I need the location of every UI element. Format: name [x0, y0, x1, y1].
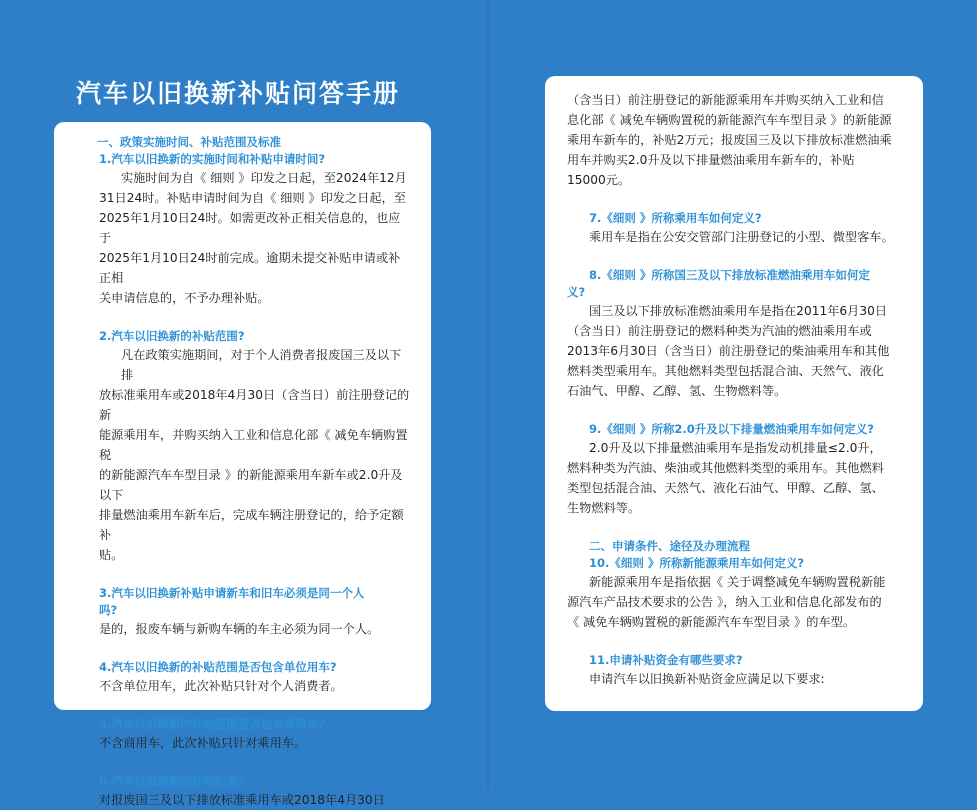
answer-8-line: 2013年6月30日（含当日）前注册登记的柴油乘用车和其他	[567, 344, 890, 358]
right-page-card	[545, 76, 923, 711]
answer-6-cont-line: 息化部《 减免车辆购置税的新能源汽车车型目录 》的新能源	[567, 113, 892, 127]
answer-9-line: 生物燃料等。	[567, 501, 641, 515]
answer-8-line: 石油气、甲醇、乙醇、氢、生物燃料等。	[567, 384, 787, 398]
question-2: 2.汽车以旧换新的补贴范围?	[99, 329, 245, 343]
question-8-cont: 义?	[567, 285, 586, 299]
answer-2-line: 能源乘用车，并购买纳入工业和信息化部《 减免车辆购置税	[99, 428, 408, 462]
question-9: 9.《细则 》所称2.0升及以下排量燃油乘用车如何定义?	[589, 422, 874, 436]
answer-6: 对报废国三及以下排放标准乘用车或2018年4月30日	[99, 793, 385, 807]
answer-6-cont-line: 用车并购买2.0升及以下排量燃油乘用车新车的，补贴	[567, 153, 855, 167]
question-4: 4.汽车以旧换新的补贴范围是否包含单位用车?	[99, 660, 337, 674]
answer-1-line: 2025年1月10日24时。如需更改补正相关信息的，也应于	[99, 211, 401, 245]
question-5: 5.汽车以旧换新的补贴范围是否包含商用车?	[99, 717, 326, 731]
question-6: 6.汽车以旧换新的补贴标准?	[99, 774, 245, 788]
section-heading-1: 一、政策实施时间、补贴范围及标准	[97, 135, 281, 149]
question-11: 11.申请补贴资金有哪些要求?	[589, 653, 743, 667]
answer-11: 申请汽车以旧换新补贴资金应满足以下要求:	[589, 672, 825, 686]
answer-2-line: 凡在政策实施期间，对于个人消费者报废国三及以下排	[121, 348, 402, 382]
answer-10-line: 《 减免车辆购置税的新能源汽车车型目录 》的车型。	[567, 615, 856, 629]
answer-9-line: 2.0升及以下排量燃油乘用车是指发动机排量≤2.0升，	[589, 441, 882, 455]
answer-1-line: 实施时间为自《 细则 》印发之日起，至2024年12月	[121, 171, 407, 185]
page-spine	[487, 0, 489, 789]
answer-1-line: 31日24时。补贴申请时间为自《 细则 》印发之日起，至	[99, 191, 406, 205]
answer-2-line: 放标准乘用车或2018年4月30日（含当日）前注册登记的新	[99, 388, 410, 422]
question-3-cont: 吗?	[99, 603, 118, 617]
answer-7: 乘用车是指在公安交管部门注册登记的小型、微型客车。	[589, 230, 894, 244]
question-8: 8.《细则 》所称国三及以下排放标准燃油乘用车如何定	[589, 268, 870, 282]
question-10: 10.《细则 》所称新能源乘用车如何定义?	[589, 556, 805, 570]
answer-8-line: 国三及以下排放标准燃油乘用车是指在2011年6月30日	[589, 304, 888, 318]
left-page-card	[54, 122, 431, 807]
answer-6-cont-line: （含当日）前注册登记的新能源乘用车并购买纳入工业和信	[567, 93, 884, 107]
question-1: 1.汽车以旧换新的实施时间和补贴申请时间?	[99, 152, 326, 166]
answer-6-cont-line: 15000元。	[567, 173, 631, 187]
answer-2-line: 排量燃油乘用车新车后，完成车辆注册登记的，给予定额补	[99, 508, 404, 542]
question-7: 7.《细则 》所称乘用车如何定义?	[589, 211, 762, 225]
answer-8-line: 燃料类型乘用车。其他燃料类型包括混合油、天然气、液化	[567, 364, 884, 378]
answer-8-line: （含当日）前注册登记的燃料种类为汽油的燃油乘用车或	[567, 324, 872, 338]
answer-3: 是的，报废车辆与新购车辆的车主必须为同一个人。	[99, 622, 380, 636]
page-title: 汽车以旧换新补贴问答手册	[76, 79, 401, 108]
answer-10-line: 新能源乘用车是指依据《 关于调整减免车辆购置税新能	[589, 575, 886, 589]
answer-9-line: 类型包括混合油、天然气、液化石油气、甲醇、乙醇、氢、	[567, 481, 884, 495]
answer-10-line: 源汽车产品技术要求的公告 》，纳入工业和信息化部发布的	[567, 595, 882, 609]
section-heading-2: 二、申请条件、途径及办理流程	[589, 539, 750, 553]
answer-5: 不含商用车，此次补贴只针对乘用车。	[99, 736, 307, 750]
answer-4: 不含单位用车，此次补贴只针对个人消费者。	[99, 679, 343, 693]
answer-6-cont-line: 乘用车新车的，补贴2万元；报废国三及以下排放标准燃油乘	[567, 133, 892, 147]
answer-2-line: 贴。	[99, 548, 124, 562]
answer-9-line: 燃料种类为汽油、柴油或其他燃料类型的乘用车。其他燃料	[567, 461, 884, 475]
question-3: 3.汽车以旧换新补贴申请新车和旧车必须是同一个人	[99, 586, 365, 600]
answer-1-line: 2025年1月10日24时前完成。逾期未提交补贴申请或补正相	[99, 251, 401, 285]
answer-2-line: 的新能源汽车车型目录 》的新能源乘用车新车或2.0升及以下	[99, 468, 403, 502]
answer-1-line: 关申请信息的，不予办理补贴。	[99, 291, 270, 305]
